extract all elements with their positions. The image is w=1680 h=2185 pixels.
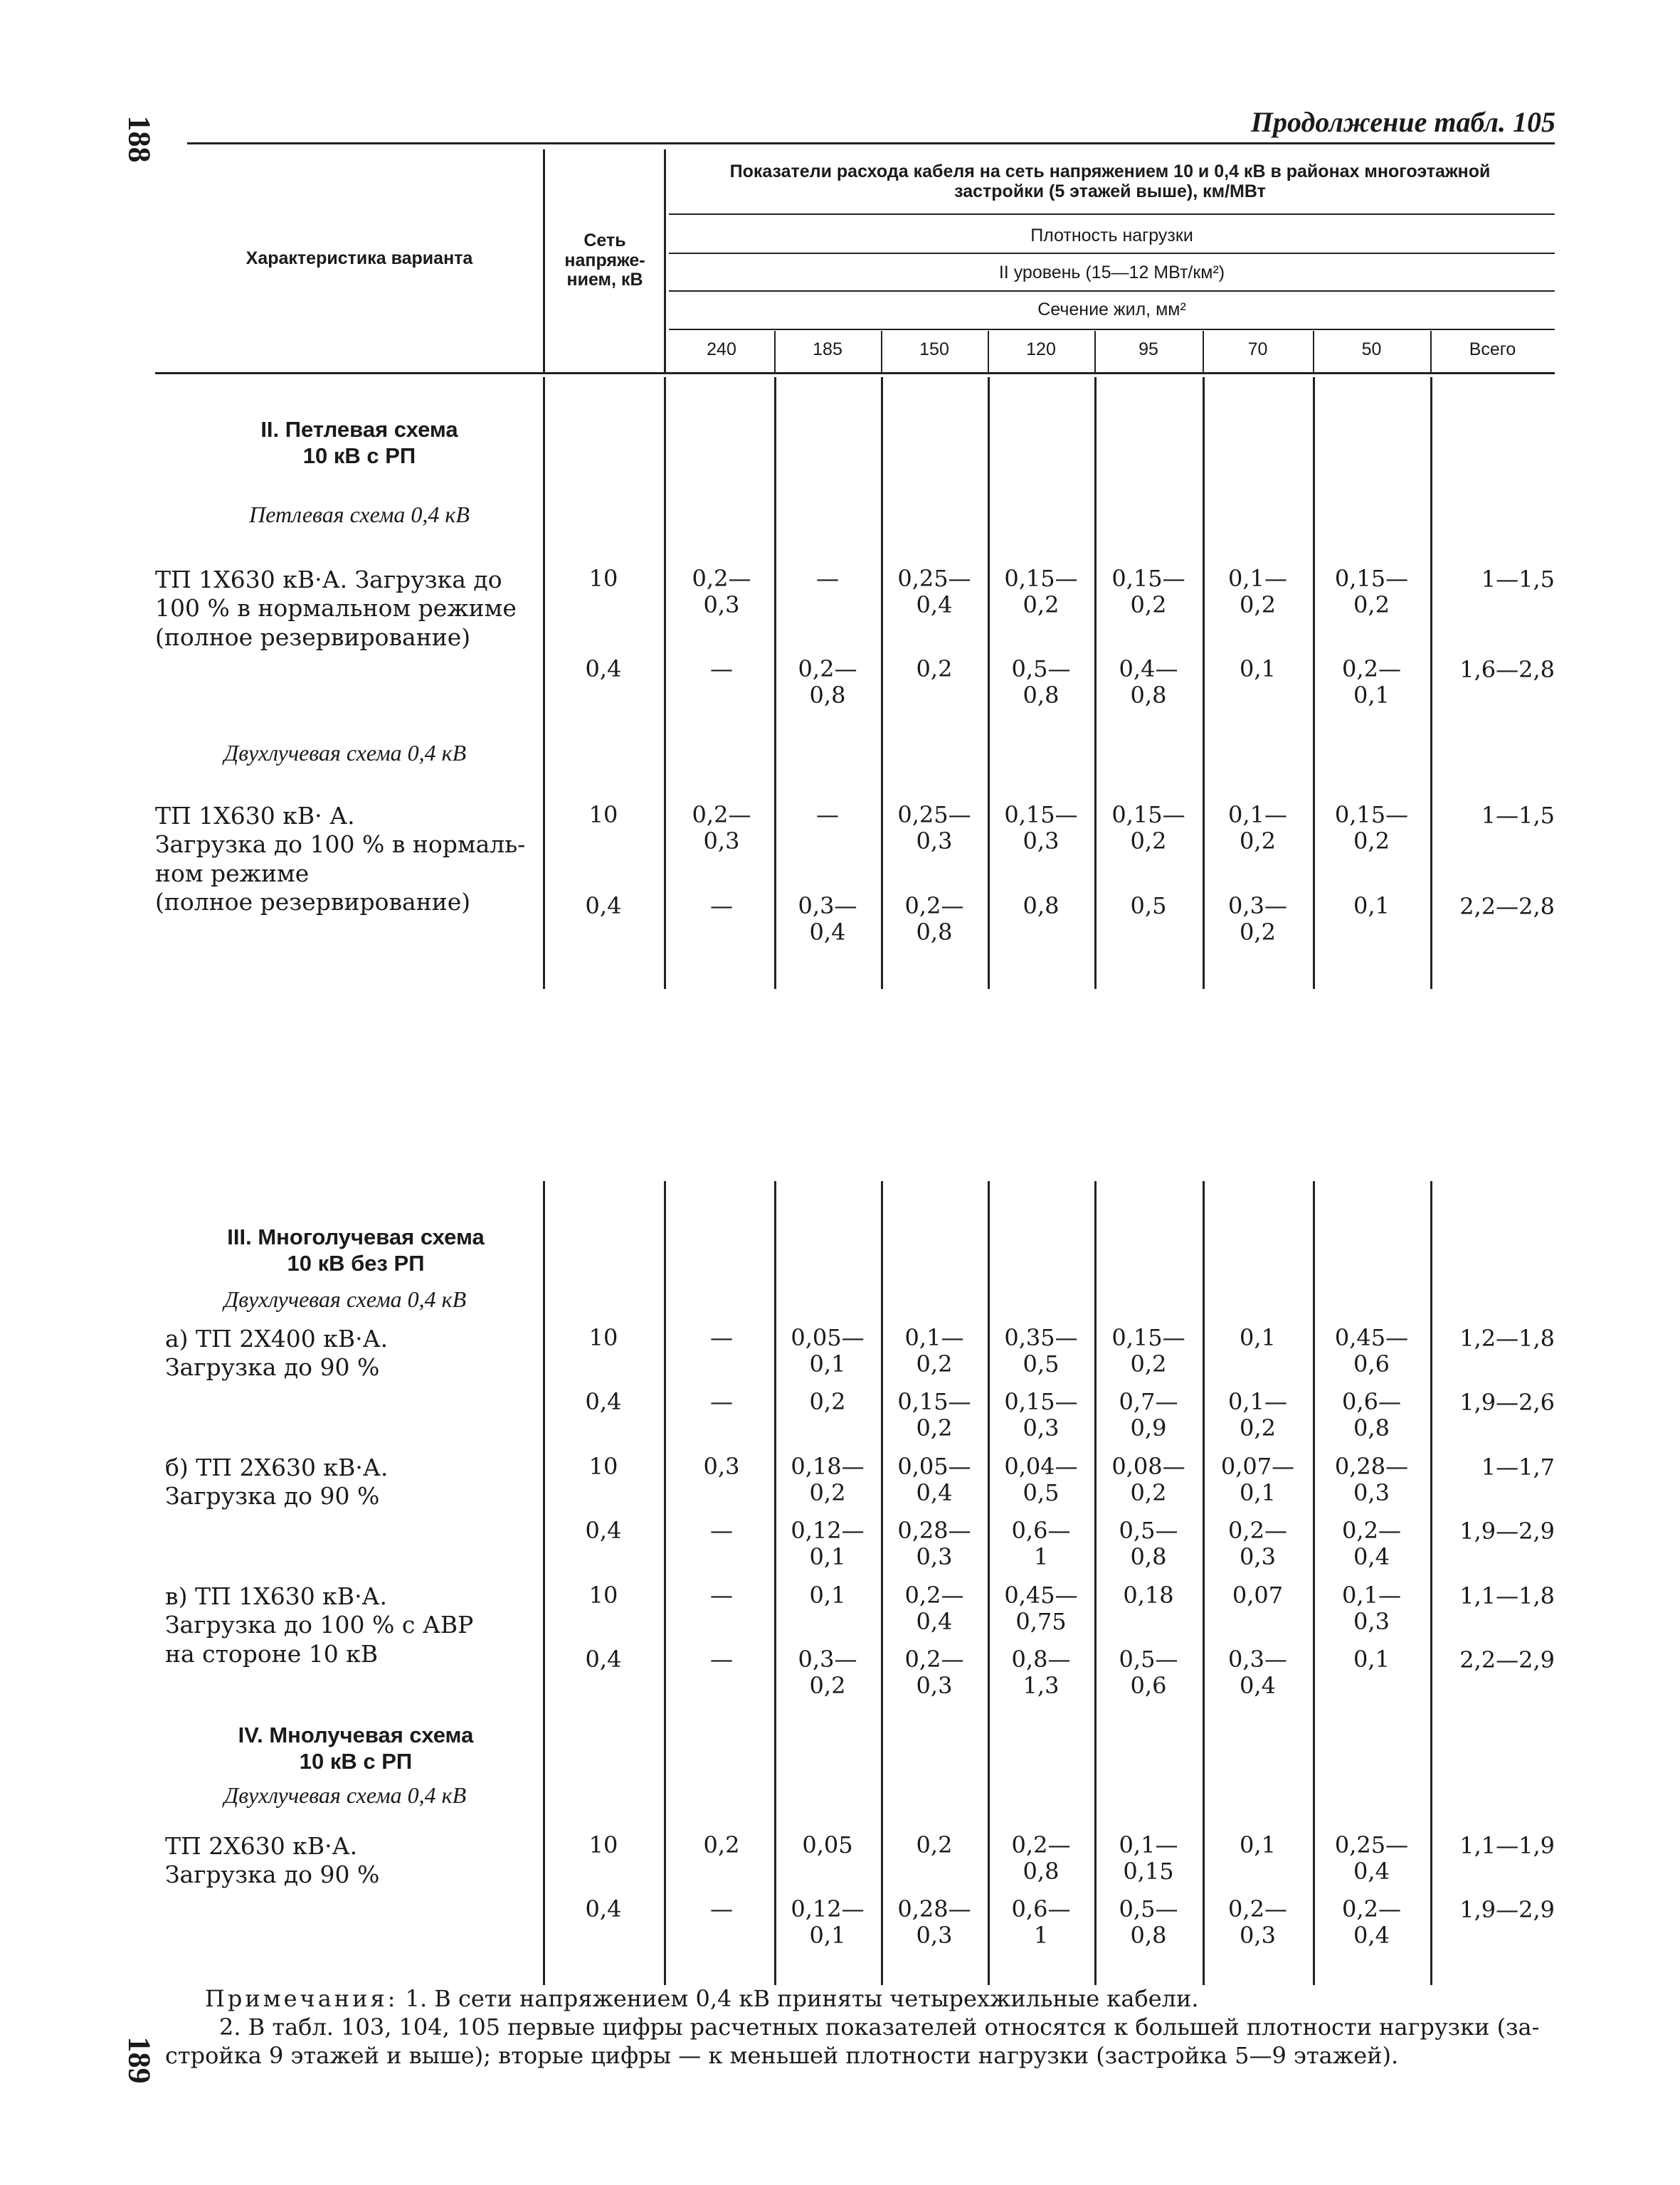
block2-row5-col3: 0,2— 0,4 (904, 1582, 964, 1635)
block2-row3-col7: 0,28— 0,3 (1334, 1453, 1409, 1506)
block2-row7-col6: 0,1 (1240, 1831, 1276, 1858)
block2-row1-col4: 0,35— 0,5 (1004, 1324, 1078, 1377)
block2-row5-col2: 0,1 (809, 1582, 846, 1609)
block2-row3-col6: 0,07— 0,1 (1220, 1453, 1295, 1506)
section-iii-title: III. Многолучевая схема 10 кВ без РП (227, 1224, 485, 1276)
block2-row8-col7: 0,2— 0,4 (1342, 1895, 1401, 1949)
block2-row3-col5: 0,08— 0,2 (1111, 1453, 1185, 1506)
block2-row7-col7: 0,25— 0,4 (1334, 1831, 1409, 1885)
block2-row8-network: 0,4 (585, 1895, 622, 1922)
block2-row5-col6: 0,07 (1232, 1582, 1284, 1609)
block2-row2-total: 1,9—2,6 (1459, 1389, 1555, 1416)
header-characteristic: Характеристика варианта (245, 248, 473, 268)
block2-row1-col1: — (710, 1324, 733, 1351)
column-header-4: 120 (1026, 339, 1056, 359)
block2-row6-col4: 0,8— 1,3 (1011, 1646, 1071, 1699)
header-density: Плотность нагрузки (1030, 226, 1193, 245)
block1-row2-col1: — (710, 655, 733, 682)
header-rule-2 (669, 253, 1555, 254)
column-header-1: 240 (707, 339, 736, 359)
variant-c-desc: в) ТП 1Х630 кВ·А. Загрузка до 100 % с АВР на стороне 10 кВ (165, 1582, 474, 1668)
block1-row4-col1: — (710, 892, 733, 919)
block2-row3-col4: 0,04— 0,5 (1004, 1453, 1078, 1506)
block2-row6-col5: 0,5— 0,6 (1119, 1646, 1178, 1699)
column-header-7: 50 (1361, 339, 1382, 359)
block2-row3-col2: 0,18— 0,2 (791, 1453, 865, 1506)
block1-row3-col2: — (816, 801, 839, 828)
block2-row3-col1: 0,3 (703, 1453, 740, 1480)
page-number-top: 188 (122, 115, 157, 163)
header-section: Сечение жил, мм² (1037, 300, 1186, 319)
block1-row2-col2: 0,2— 0,8 (798, 655, 857, 709)
block2-row4-col5: 0,5— 0,8 (1119, 1517, 1178, 1570)
block1-row4-col6: 0,3— 0,2 (1228, 892, 1287, 946)
column-header-divider (1094, 331, 1096, 372)
block2-row5-col5: 0,18 (1123, 1582, 1174, 1609)
block1-row1-col7: 0,15— 0,2 (1334, 565, 1409, 618)
block1-row1-col2: — (816, 565, 839, 592)
block2-row4-col2: 0,12— 0,1 (791, 1517, 865, 1570)
block1-row2-col5: 0,4— 0,8 (1119, 655, 1178, 709)
block1-row3-col7: 0,15— 0,2 (1334, 801, 1409, 855)
block2-row7-col2: 0,05 (802, 1831, 853, 1858)
block1-row2-col6: 0,1 (1240, 655, 1276, 682)
block2-row5-col4: 0,45— 0,75 (1004, 1582, 1078, 1635)
block2-row3-network: 10 (588, 1453, 618, 1480)
column-header-2: 185 (813, 339, 842, 359)
block2-row2-col2: 0,2 (809, 1388, 846, 1415)
block2-row7-col4: 0,2— 0,8 (1011, 1831, 1071, 1885)
block2-row8-col3: 0,28— 0,3 (897, 1895, 971, 1949)
block1-row1-col4: 0,15— 0,2 (1004, 565, 1078, 618)
section-ii-desc-1: ТП 1Х630 кВ·А. Загрузка до 100 % в нормальном режиме (полное резервирование) (155, 566, 517, 651)
section-ii-subtitle-2: Двухлучевая схема 0,4 кВ (223, 740, 467, 766)
variant-b-desc: б) ТП 2Х630 кВ·А. Загрузка до 90 % (165, 1454, 389, 1511)
block2-row8-col2: 0,12— 0,1 (791, 1895, 865, 1949)
section-iv-title: IV. Мнолучевая схема 10 кВ с РП (238, 1723, 474, 1774)
header-rule-4 (669, 329, 1555, 330)
section-ii-desc-2: ТП 1Х630 кВ· А. Загрузка до 100 % в нормаль- ном режиме (полное резервирование) (155, 802, 526, 916)
block2-row2-network: 0,4 (585, 1388, 622, 1415)
variant-a-desc: а) ТП 2Х400 кВ·А. Загрузка до 90 % (165, 1325, 389, 1382)
header-top-rule (187, 142, 1555, 144)
column-header-6: 70 (1247, 339, 1268, 359)
block1-row4-col2: 0,3— 0,4 (798, 892, 857, 946)
block1-row2-col7: 0,2— 0,1 (1342, 655, 1401, 709)
block2-row4-total: 1,9—2,9 (1459, 1518, 1555, 1545)
block1-row3-col5: 0,15— 0,2 (1111, 801, 1185, 855)
block2-row4-col4: 0,6— 1 (1011, 1517, 1071, 1570)
block1-row4-network: 0,4 (585, 892, 622, 919)
note-1-text: 1. В сети напряжением 0,4 кВ приняты четырехжильные кабели. (405, 1985, 1199, 2012)
block1-row1-col1: 0,2— 0,3 (692, 565, 751, 618)
block2-row8-col1: — (710, 1895, 733, 1922)
block2-row6-col6: 0,3— 0,4 (1228, 1646, 1287, 1699)
block2-row6-network: 0,4 (585, 1646, 622, 1673)
column-header-divider (1313, 331, 1314, 372)
block2-row2-col7: 0,6— 0,8 (1342, 1388, 1401, 1441)
column-header-8: Всего (1469, 339, 1516, 359)
block2-row1-total: 1,2—1,8 (1459, 1325, 1555, 1352)
block2-row7-network: 10 (588, 1831, 618, 1858)
block1-row1-network: 10 (588, 565, 618, 592)
section-iv-subtitle: Двухлучевая схема 0,4 кВ (223, 1782, 467, 1808)
header-bottom-rule (155, 372, 1555, 374)
block1-row3-col1: 0,2— 0,3 (692, 801, 751, 855)
continuation-title: Продолжение табл. 105 (1250, 106, 1555, 138)
block2-row1-col7: 0,45— 0,6 (1334, 1324, 1409, 1377)
block1-row4-col5: 0,5 (1130, 892, 1167, 919)
block2-row5-total: 1,1—1,8 (1459, 1582, 1555, 1609)
block2-row6-total: 2,2—2,9 (1459, 1646, 1555, 1673)
block2-row6-col3: 0,2— 0,3 (904, 1646, 964, 1699)
block2-divider-2 (664, 1181, 666, 1985)
section-ii-title: II. Петлевая схема 10 кВ с РП (260, 417, 458, 469)
block2-row7-col1: 0,2 (703, 1831, 740, 1858)
block2-row8-total: 1,9—2,9 (1459, 1896, 1555, 1923)
column-header-divider (881, 331, 882, 372)
block2-row5-network: 10 (588, 1582, 618, 1609)
block2-row2-col3: 0,15— 0,2 (897, 1388, 971, 1441)
column-header-divider (774, 331, 776, 372)
block1-row4-col7: 0,1 (1353, 892, 1390, 919)
block2-row4-col7: 0,2— 0,4 (1342, 1517, 1401, 1570)
block2-row1-col5: 0,15— 0,2 (1111, 1324, 1185, 1377)
block2-row8-col4: 0,6— 1 (1011, 1895, 1071, 1949)
block2-row1-network: 10 (588, 1324, 618, 1351)
page-number-bottom: 189 (122, 2036, 157, 2084)
block2-row5-col1: — (710, 1582, 733, 1609)
block1-row2-total: 1,6—2,8 (1459, 656, 1555, 683)
block2-row3-total: 1—1,7 (1481, 1454, 1555, 1481)
block1-row1-col3: 0,25— 0,4 (897, 565, 971, 618)
header-divider-1 (543, 149, 545, 372)
block2-row6-col2: 0,3— 0,2 (798, 1646, 857, 1699)
block2-row4-col6: 0,2— 0,3 (1228, 1517, 1287, 1570)
note-2a: 2. В табл. 103, 104, 105 первые цифры расчетных показателей относятся к большей плотности нагрузки (за- (219, 2014, 1540, 2041)
block2-row2-col1: — (710, 1388, 733, 1415)
column-header-divider (988, 331, 989, 372)
block1-row4-col3: 0,2— 0,8 (904, 892, 964, 946)
block2-row6-col1: — (710, 1646, 733, 1673)
block2-row4-col1: — (710, 1517, 733, 1544)
block1-row3-col4: 0,15— 0,3 (1004, 801, 1078, 855)
section-iii-subtitle: Двухлучевая схема 0,4 кВ (223, 1286, 467, 1312)
block1-row3-col3: 0,25— 0,3 (897, 801, 971, 855)
block1-row2-col3: 0,2 (916, 655, 953, 682)
block2-row2-col5: 0,7— 0,9 (1119, 1388, 1178, 1441)
block1-row4-total: 2,2—2,8 (1459, 893, 1555, 920)
block1-row3-network: 10 (588, 801, 618, 828)
block2-row7-col5: 0,1— 0,15 (1119, 1831, 1178, 1885)
block1-row3-col6: 0,1— 0,2 (1228, 801, 1287, 855)
section-ii-subtitle-1: Петлевая схема 0,4 кВ (249, 502, 470, 527)
column-header-3: 150 (919, 339, 949, 359)
block1-row3-total: 1—1,5 (1481, 802, 1555, 829)
block2-row4-col3: 0,28— 0,3 (897, 1517, 971, 1570)
block2-row2-col6: 0,1— 0,2 (1228, 1388, 1287, 1441)
block1-row2-network: 0,4 (585, 655, 622, 682)
block2-row5-col7: 0,1— 0,3 (1342, 1582, 1401, 1635)
block1-divider-2 (664, 377, 666, 989)
header-level: II уровень (15—12 МВт/км²) (998, 263, 1225, 282)
block2-row4-network: 0,4 (585, 1517, 622, 1544)
note-2b: стройка 9 этажей и выше); вторые цифры — к меньшей плотности нагрузки (застройка 5—9 этажей). (165, 2042, 1399, 2069)
header-indicators: Показатели расхода кабеля на сеть напряжением 10 и 0,4 кВ в районах многоэтажной застройки (5 этажей выше), км/МВт (729, 162, 1491, 201)
header-network: Сеть напряже-нием, кВ (564, 231, 645, 290)
header-divider-2 (664, 149, 666, 372)
block2-row3-col3: 0,05— 0,4 (897, 1453, 971, 1506)
block2-row6-col7: 0,1 (1353, 1646, 1390, 1673)
block1-row1-col5: 0,15— 0,2 (1111, 565, 1185, 618)
block2-row8-col6: 0,2— 0,3 (1228, 1895, 1287, 1949)
notes-label: Примечания: (205, 1985, 398, 2012)
block1-row1-total: 1—1,5 (1481, 566, 1555, 593)
note-1 (205, 1985, 1198, 2012)
block1-row4-col4: 0,8 (1023, 892, 1060, 919)
block2-row2-col4: 0,15— 0,3 (1004, 1388, 1078, 1441)
block2-row7-total: 1,1—1,9 (1459, 1832, 1555, 1859)
variant-d-desc: ТП 2Х630 кВ·А. Загрузка до 90 % (165, 1832, 380, 1889)
header-rule-1 (669, 213, 1555, 215)
column-header-divider (1203, 331, 1204, 372)
block2-row8-col5: 0,5— 0,8 (1119, 1895, 1178, 1949)
column-header-divider (1430, 331, 1432, 372)
header-rule-3 (669, 290, 1555, 292)
block1-row1-col6: 0,1— 0,2 (1228, 565, 1287, 618)
column-header-5: 95 (1139, 339, 1158, 359)
block2-row1-col2: 0,05— 0,1 (791, 1324, 865, 1377)
block2-row1-col6: 0,1 (1240, 1324, 1276, 1351)
block1-row2-col4: 0,5— 0,8 (1011, 655, 1071, 709)
block2-row1-col3: 0,1— 0,2 (904, 1324, 964, 1377)
block2-row7-col3: 0,2 (916, 1831, 953, 1858)
